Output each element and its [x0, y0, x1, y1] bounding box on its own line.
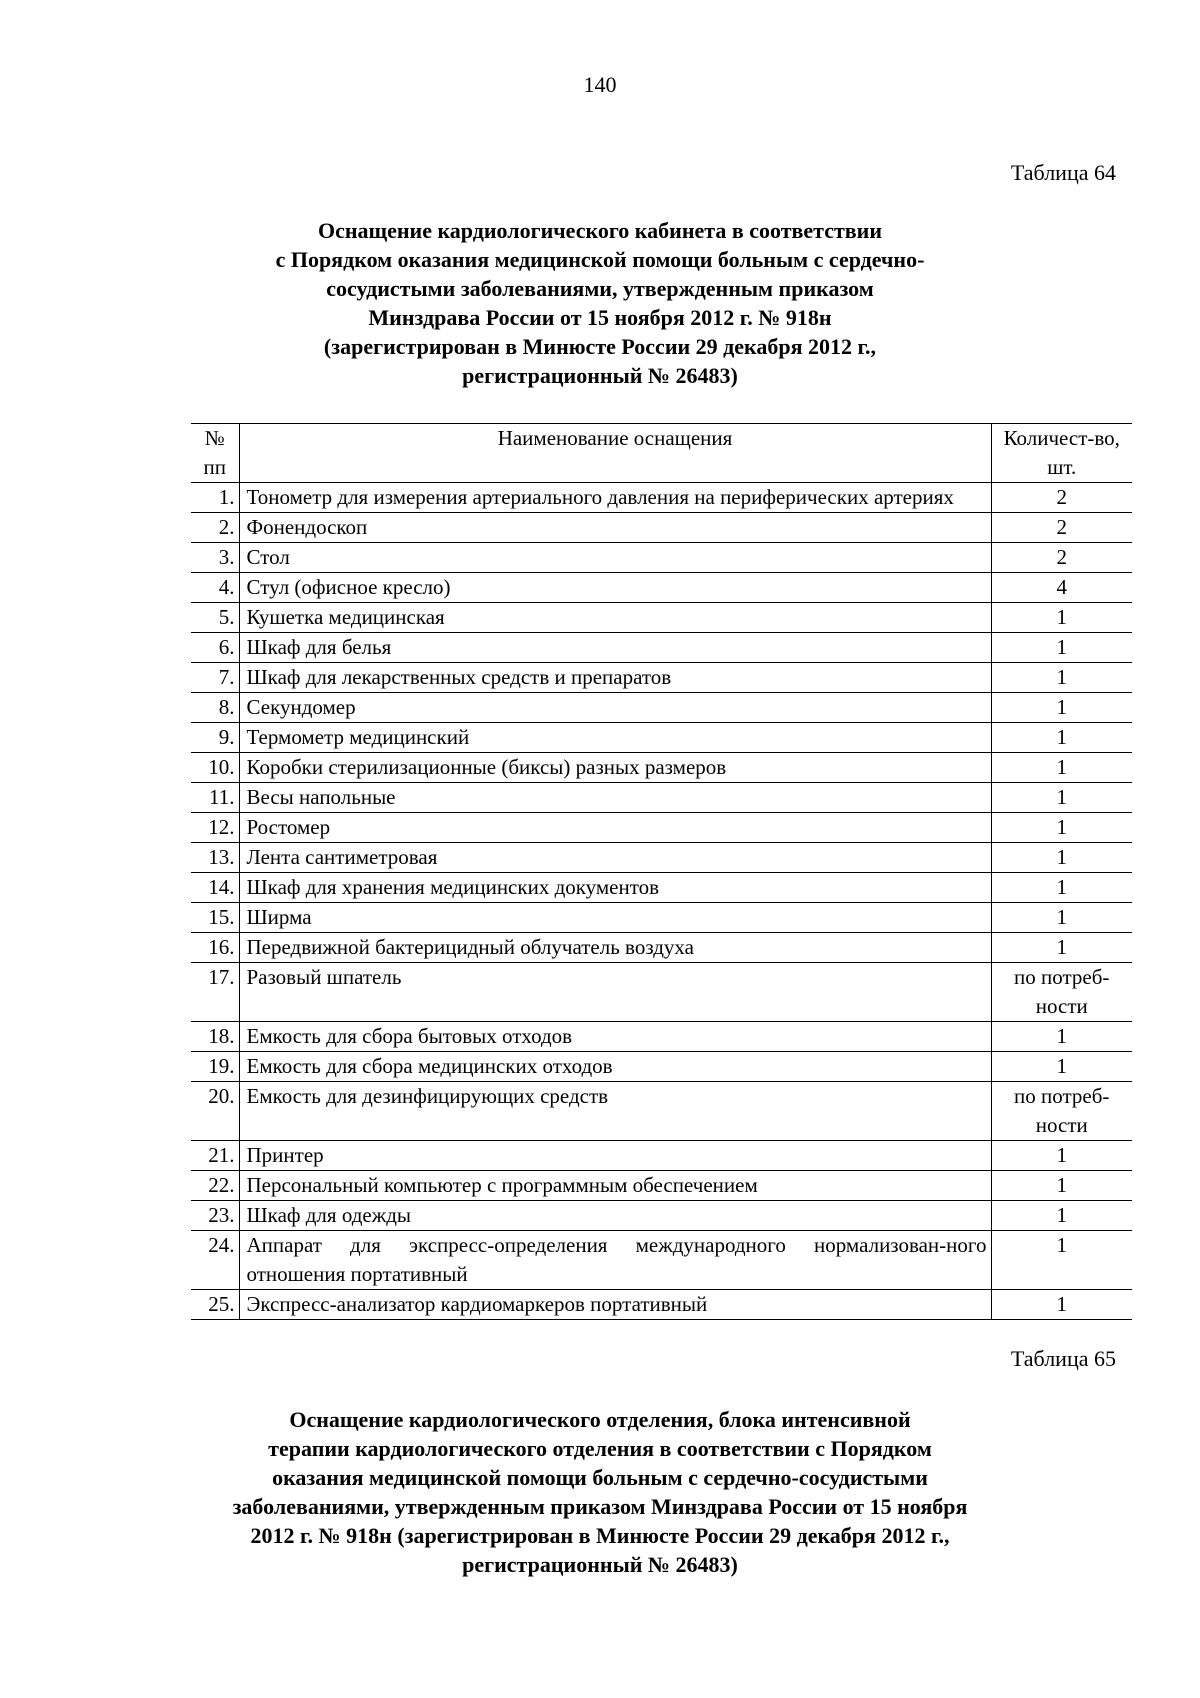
table-row	[191, 963, 1132, 1022]
row-quantity: 1	[991, 693, 1132, 723]
table-caption: Таблица 64	[1010, 160, 1116, 185]
table-header-row	[191, 424, 1132, 483]
row-number: 12.	[191, 813, 239, 843]
table-row	[191, 483, 1132, 513]
row-quantity: 1	[991, 753, 1132, 783]
table-row	[191, 783, 1132, 813]
table-row	[191, 813, 1132, 843]
heading-line: регистрационный № 26483)	[462, 1552, 738, 1577]
row-quantity: 1	[991, 603, 1132, 633]
row-quantity: по потреб-ности	[991, 963, 1132, 1022]
table-row	[191, 903, 1132, 933]
row-number: 10.	[191, 753, 239, 783]
row-equipment-name: Стул (офисное кресло)	[239, 573, 991, 603]
table-row	[191, 1141, 1132, 1171]
table-row	[191, 543, 1132, 573]
row-equipment-name: Весы напольные	[239, 783, 991, 813]
table-row	[191, 693, 1132, 723]
table-row	[191, 573, 1132, 603]
row-quantity: 1	[991, 723, 1132, 753]
row-number: 3.	[191, 543, 239, 573]
row-quantity: 1	[991, 1171, 1132, 1201]
row-number: 16.	[191, 933, 239, 963]
heading-line: Оснащение кардиологического кабинета в соответствии	[317, 218, 883, 243]
row-equipment-name: Ростомер	[239, 813, 991, 843]
row-quantity: 1	[991, 783, 1132, 813]
table-row	[191, 933, 1132, 963]
row-equipment-name: Лента сантиметровая	[239, 843, 991, 873]
row-quantity: 1	[991, 663, 1132, 693]
table-row	[191, 1082, 1132, 1141]
row-quantity: 1	[991, 843, 1132, 873]
row-number: 14.	[191, 873, 239, 903]
row-quantity: по потреб-ности	[991, 1082, 1132, 1141]
row-number: 17.	[191, 963, 239, 1022]
heading-line: Оснащение кардиологического отделения, блока интенсивной	[289, 1407, 911, 1432]
row-number: 13.	[191, 843, 239, 873]
row-number: 21.	[191, 1141, 239, 1171]
row-quantity: 1	[991, 1022, 1132, 1052]
column-header-name: Наименование оснащения	[239, 424, 991, 483]
row-equipment-name: Коробки стерилизационные (биксы) разных размеров	[239, 753, 991, 783]
table-heading	[160, 216, 1040, 390]
heading-line: заболеваниями, утвержденным приказом Минздрава России от 15 ноября	[232, 1494, 968, 1519]
row-quantity: 1	[991, 933, 1132, 963]
row-equipment-name: Емкость для дезинфицирующих средств	[239, 1082, 991, 1141]
row-quantity: 1	[991, 1201, 1132, 1231]
row-number: 20.	[191, 1082, 239, 1141]
row-number: 24.	[191, 1231, 239, 1290]
row-number: 9.	[191, 723, 239, 753]
heading-line: регистрационный № 26483)	[462, 363, 738, 388]
row-quantity: 1	[991, 1231, 1132, 1290]
row-number: 22.	[191, 1171, 239, 1201]
table-row	[191, 1201, 1132, 1231]
heading-line: оказания медицинской помощи больным с сердечно-сосудистыми	[272, 1465, 928, 1490]
row-equipment-name: Кушетка медицинская	[239, 603, 991, 633]
row-equipment-name: Разовый шпатель	[239, 963, 991, 1022]
heading-line: с Порядком оказания медицинской помощи больным с сердечно-	[275, 247, 925, 272]
row-quantity: 1	[991, 813, 1132, 843]
row-number: 6.	[191, 633, 239, 663]
row-equipment-name: Принтер	[239, 1141, 991, 1171]
column-header-quantity: Количест-во, шт.	[991, 424, 1132, 483]
table-row	[191, 873, 1132, 903]
row-equipment-name: Шкаф для белья	[239, 633, 991, 663]
table-row	[191, 663, 1132, 693]
row-number: 7.	[191, 663, 239, 693]
row-number: 5.	[191, 603, 239, 633]
table-row	[191, 753, 1132, 783]
row-equipment-name: Аппарат для экспресс-определения международного нормализован-ного отношения портативный	[239, 1231, 991, 1290]
row-equipment-name: Ширма	[239, 903, 991, 933]
row-number: 18.	[191, 1022, 239, 1052]
table-row	[191, 1290, 1132, 1320]
row-quantity: 1	[991, 1141, 1132, 1171]
table-caption: Таблица 65	[1010, 1346, 1116, 1371]
column-header-number: № пп	[191, 424, 239, 483]
row-equipment-name: Емкость для сбора бытовых отходов	[239, 1022, 991, 1052]
row-number: 23.	[191, 1201, 239, 1231]
row-equipment-name: Шкаф для хранения медицинских документов	[239, 873, 991, 903]
heading-line: 2012 г. № 918н (зарегистрирован в Минюсте России 29 декабря 2012 г.,	[250, 1523, 950, 1548]
row-quantity: 2	[991, 513, 1132, 543]
table-row	[191, 1052, 1132, 1082]
heading-line: терапии кардиологического отделения в соответствии с Порядком	[268, 1436, 932, 1461]
page-number: 140	[583, 72, 617, 97]
table-row	[191, 723, 1132, 753]
row-equipment-name: Персональный компьютер с программным обеспечением	[239, 1171, 991, 1201]
row-equipment-name: Стол	[239, 543, 991, 573]
table-row	[191, 513, 1132, 543]
row-equipment-name: Термометр медицинский	[239, 723, 991, 753]
row-equipment-name: Тонометр для измерения артериального давления на периферических артериях	[239, 483, 991, 513]
row-quantity: 1	[991, 903, 1132, 933]
row-quantity: 1	[991, 873, 1132, 903]
row-quantity: 1	[991, 1052, 1132, 1082]
row-equipment-name: Секундомер	[239, 693, 991, 723]
equipment-table	[191, 423, 1132, 1320]
heading-line: сосудистыми заболеваниями, утвержденным приказом	[326, 276, 874, 301]
table-row	[191, 1231, 1132, 1290]
row-number: 4.	[191, 573, 239, 603]
row-equipment-name: Емкость для сбора медицинских отходов	[239, 1052, 991, 1082]
row-number: 1.	[191, 483, 239, 513]
row-quantity: 2	[991, 543, 1132, 573]
row-number: 19.	[191, 1052, 239, 1082]
row-number: 11.	[191, 783, 239, 813]
row-quantity: 1	[991, 1290, 1132, 1320]
row-equipment-name: Экспресс-анализатор кардиомаркеров портативный	[239, 1290, 991, 1320]
table-row	[191, 633, 1132, 663]
row-equipment-name: Шкаф для лекарственных средств и препаратов	[239, 663, 991, 693]
row-number: 8.	[191, 693, 239, 723]
row-equipment-name: Передвижной бактерицидный облучатель воздуха	[239, 933, 991, 963]
table-row	[191, 1022, 1132, 1052]
table-row	[191, 603, 1132, 633]
row-number: 2.	[191, 513, 239, 543]
row-quantity: 2	[991, 483, 1132, 513]
heading-line: Минздрава России от 15 ноября 2012 г. № 918н	[368, 305, 832, 330]
row-quantity: 4	[991, 573, 1132, 603]
table-body	[191, 483, 1132, 1320]
row-number: 15.	[191, 903, 239, 933]
row-equipment-name: Шкаф для одежды	[239, 1201, 991, 1231]
heading-line: (зарегистрирован в Минюсте России 29 декабря 2012 г.,	[323, 334, 877, 359]
table-row	[191, 1171, 1132, 1201]
row-number: 25.	[191, 1290, 239, 1320]
table-row	[191, 843, 1132, 873]
row-quantity: 1	[991, 633, 1132, 663]
row-equipment-name: Фонендоскоп	[239, 513, 991, 543]
table-heading	[150, 1405, 1050, 1579]
